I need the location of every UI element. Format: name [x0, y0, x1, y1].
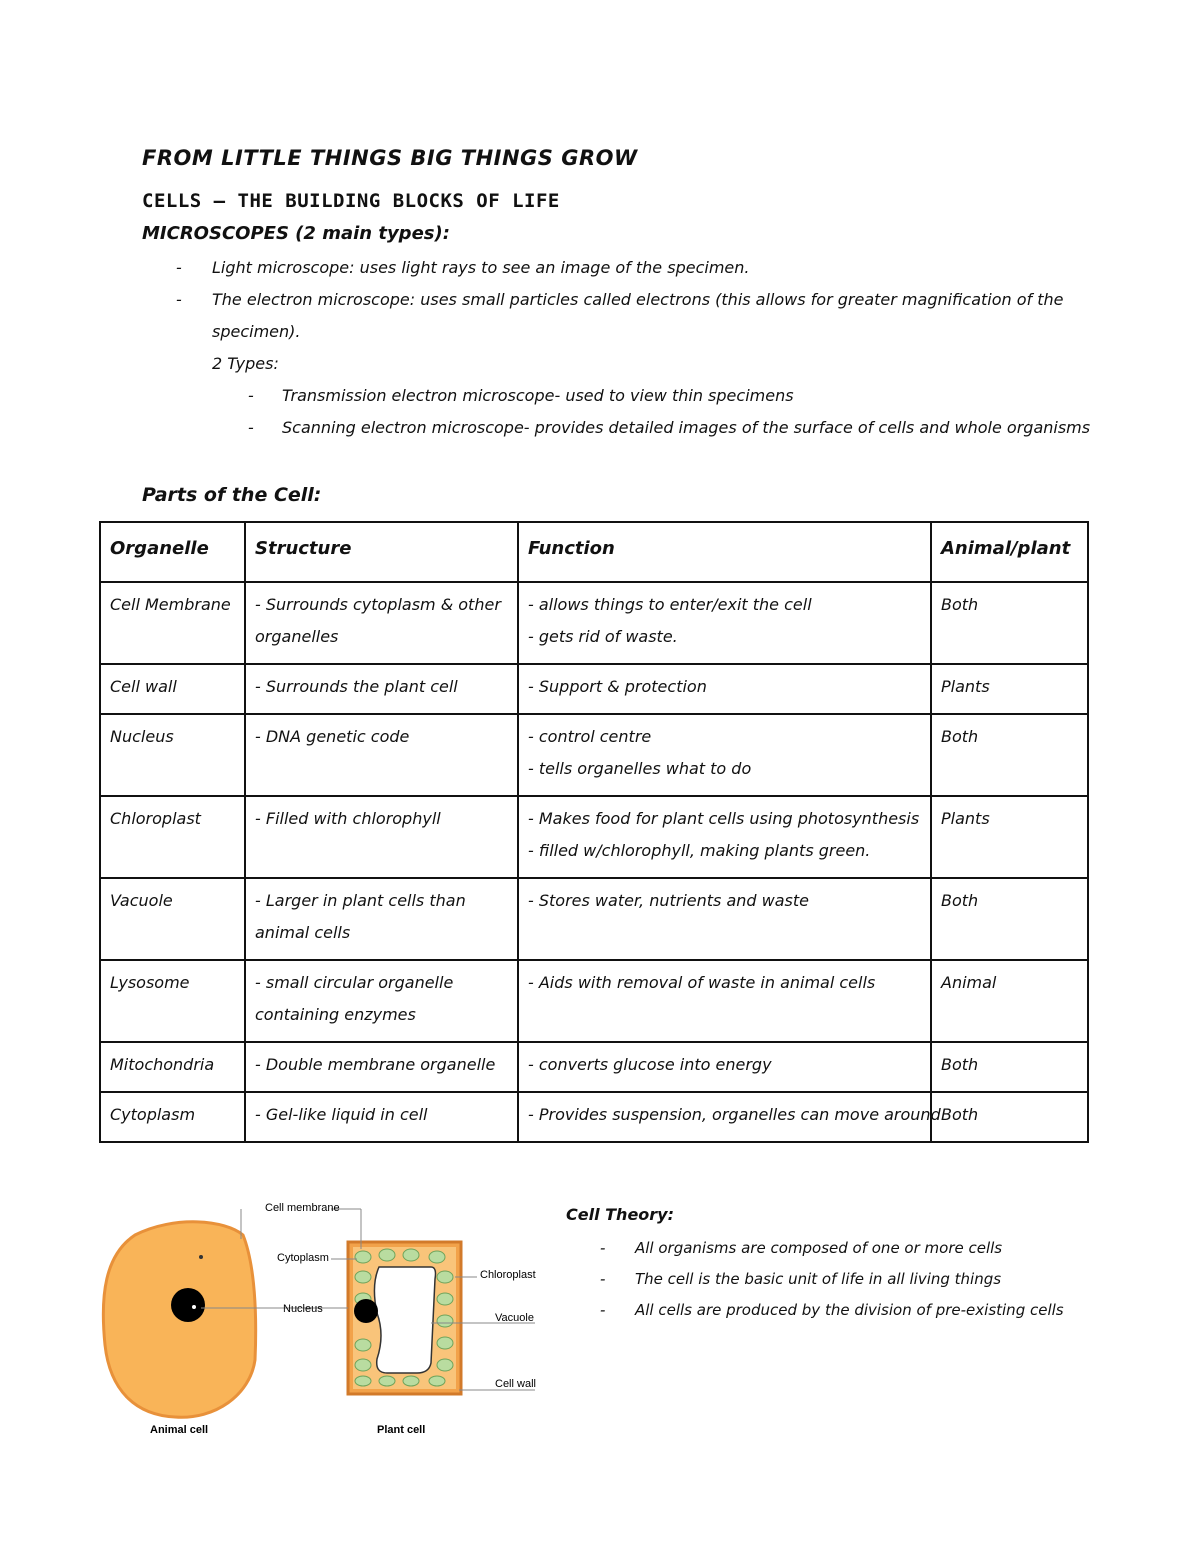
cell-animal-plant: Both [931, 1092, 1088, 1142]
cell-structure [245, 1092, 518, 1142]
list-item: Scanning electron microscope- provides detailed images of the surface of cells and whole organisms [282, 418, 1091, 437]
plant-vacuole [374, 1267, 435, 1373]
header-structure: Structure [245, 522, 518, 582]
cell-function-line: - Makes food for plant cells using photosynthesis [528, 809, 920, 828]
list-bullet: - [248, 386, 254, 405]
label-vacuole: Vacuole [495, 1312, 534, 1324]
cell-structure [245, 1042, 518, 1092]
list-bullet: - [600, 1301, 606, 1319]
cell-structure-line: containing enzymes [255, 1005, 416, 1024]
table-row [100, 1092, 1088, 1142]
table-row [100, 582, 1088, 664]
cell-organelle: Cytoplasm [100, 1092, 245, 1142]
cell-organelle: Cell wall [100, 664, 245, 714]
list-item: Light microscope: uses light rays to see an image of the specimen. [212, 258, 750, 277]
cell-function [518, 878, 931, 960]
cell-structure [245, 878, 518, 960]
cell-structure-line: organelles [255, 627, 339, 646]
cell-structure-line: - Double membrane organelle [255, 1055, 496, 1074]
table-row [100, 796, 1088, 878]
cell-structure [245, 664, 518, 714]
list-item: The cell is the basic unit of life in all living things [635, 1270, 1002, 1288]
list-item: All cells are produced by the division of pre-existing cells [635, 1301, 1064, 1319]
cell-function [518, 1092, 941, 1142]
page-title: FROM LITTLE THINGS BIG THINGS GROW [142, 146, 638, 170]
parts-heading: Parts of the Cell: [142, 484, 322, 506]
cell-organelle: Cell Membrane [100, 582, 245, 664]
microscopes-heading: MICROSCOPES (2 main types): [142, 223, 450, 244]
cell-organelle: Chloroplast [100, 796, 245, 878]
cell-function-line: - tells organelles what to do [528, 759, 752, 778]
cell-structure-line: - small circular organelle [255, 973, 454, 992]
header-function: Function [518, 522, 931, 582]
cell-diagram [95, 1195, 555, 1445]
list-bullet: - [600, 1270, 606, 1288]
cell-function-line: - converts glucose into energy [528, 1055, 772, 1074]
cell-organelle: Nucleus [100, 714, 245, 796]
cell-function-line: - Provides suspension, organelles can move around [528, 1105, 941, 1124]
cell-function-line: - allows things to enter/exit the cell [528, 595, 812, 614]
table-row [100, 960, 1088, 1042]
cell-function-line: - Stores water, nutrients and waste [528, 891, 809, 910]
label-cell-wall: Cell wall [495, 1378, 536, 1390]
cell-function-line: - control centre [528, 727, 652, 746]
list-bullet: - [600, 1239, 606, 1257]
header-organelle: Organelle [100, 522, 245, 582]
cell-structure-line: - Filled with chlorophyll [255, 809, 441, 828]
cell-animal-plant: Plants [931, 664, 1088, 714]
cell-function-line: - filled w/chlorophyll, making plants green. [528, 841, 871, 860]
cell-structure-line: - Larger in plant cells than [255, 891, 466, 910]
cell-function-line: - gets rid of waste. [528, 627, 678, 646]
list-bullet: - [176, 290, 182, 309]
label-nucleus: Nucleus [283, 1303, 323, 1315]
cell-structure-line: - Gel-like liquid in cell [255, 1105, 428, 1124]
cell-structure [245, 960, 518, 1042]
cell-animal-plant: Animal [931, 960, 1088, 1042]
cell-organelle: Mitochondria [100, 1042, 245, 1092]
cell-function [518, 582, 931, 664]
page-subtitle: CELLS – THE BUILDING BLOCKS OF LIFE [142, 190, 560, 212]
label-cell-membrane: Cell membrane [265, 1202, 340, 1214]
header-animal-plant: Animal/plant [931, 522, 1088, 582]
cell-function [518, 796, 931, 878]
cell-function [518, 714, 931, 796]
animal-nucleus [171, 1288, 205, 1322]
list-bullet: - [176, 258, 182, 277]
table-row [100, 878, 1088, 960]
types-label: 2 Types: [212, 354, 279, 373]
table-header-row [100, 522, 1088, 582]
cell-structure [245, 796, 518, 878]
cell-function [518, 1042, 931, 1092]
cell-function-line: - Aids with removal of waste in animal cells [528, 973, 876, 992]
cell-animal-plant: Both [931, 714, 1088, 796]
cell-animal-plant: Both [931, 582, 1088, 664]
animal-lysosome [199, 1255, 203, 1259]
cell-function-line: - Support & protection [528, 677, 707, 696]
cell-structure-line: - DNA genetic code [255, 727, 410, 746]
cell-structure [245, 714, 518, 796]
cell-animal-plant: Both [931, 878, 1088, 960]
organelle-table [99, 521, 1089, 1143]
cell-structure-line: - Surrounds cytoplasm & other [255, 595, 501, 614]
cell-animal-plant: Plants [931, 796, 1088, 878]
cell-organelle: Lysosome [100, 960, 245, 1042]
cell-structure-line: - Surrounds the plant cell [255, 677, 458, 696]
plant-nucleus [354, 1299, 378, 1323]
label-chloroplast: Chloroplast [480, 1269, 536, 1281]
cell-animal-plant: Both [931, 1042, 1088, 1092]
list-item-continued: specimen). [212, 322, 301, 341]
cell-structure [245, 582, 518, 664]
cell-theory-heading: Cell Theory: [566, 1205, 674, 1224]
list-item: The electron microscope: uses small particles called electrons (this allows for greater magnification of the [212, 290, 1064, 309]
cell-organelle: Vacuole [100, 878, 245, 960]
caption-animal-cell: Animal cell [150, 1424, 209, 1436]
table-row [100, 664, 1088, 714]
cell-function [518, 960, 931, 1042]
label-cytoplasm: Cytoplasm [277, 1252, 329, 1264]
table-row [100, 714, 1088, 796]
list-item: Transmission electron microscope- used to view thin specimens [282, 386, 794, 405]
caption-plant-cell: Plant cell [377, 1424, 426, 1436]
table-row [100, 1042, 1088, 1092]
cell-function [518, 664, 931, 714]
cell-structure-line: animal cells [255, 923, 351, 942]
list-item: All organisms are composed of one or more cells [635, 1239, 1003, 1257]
list-bullet: - [248, 418, 254, 437]
